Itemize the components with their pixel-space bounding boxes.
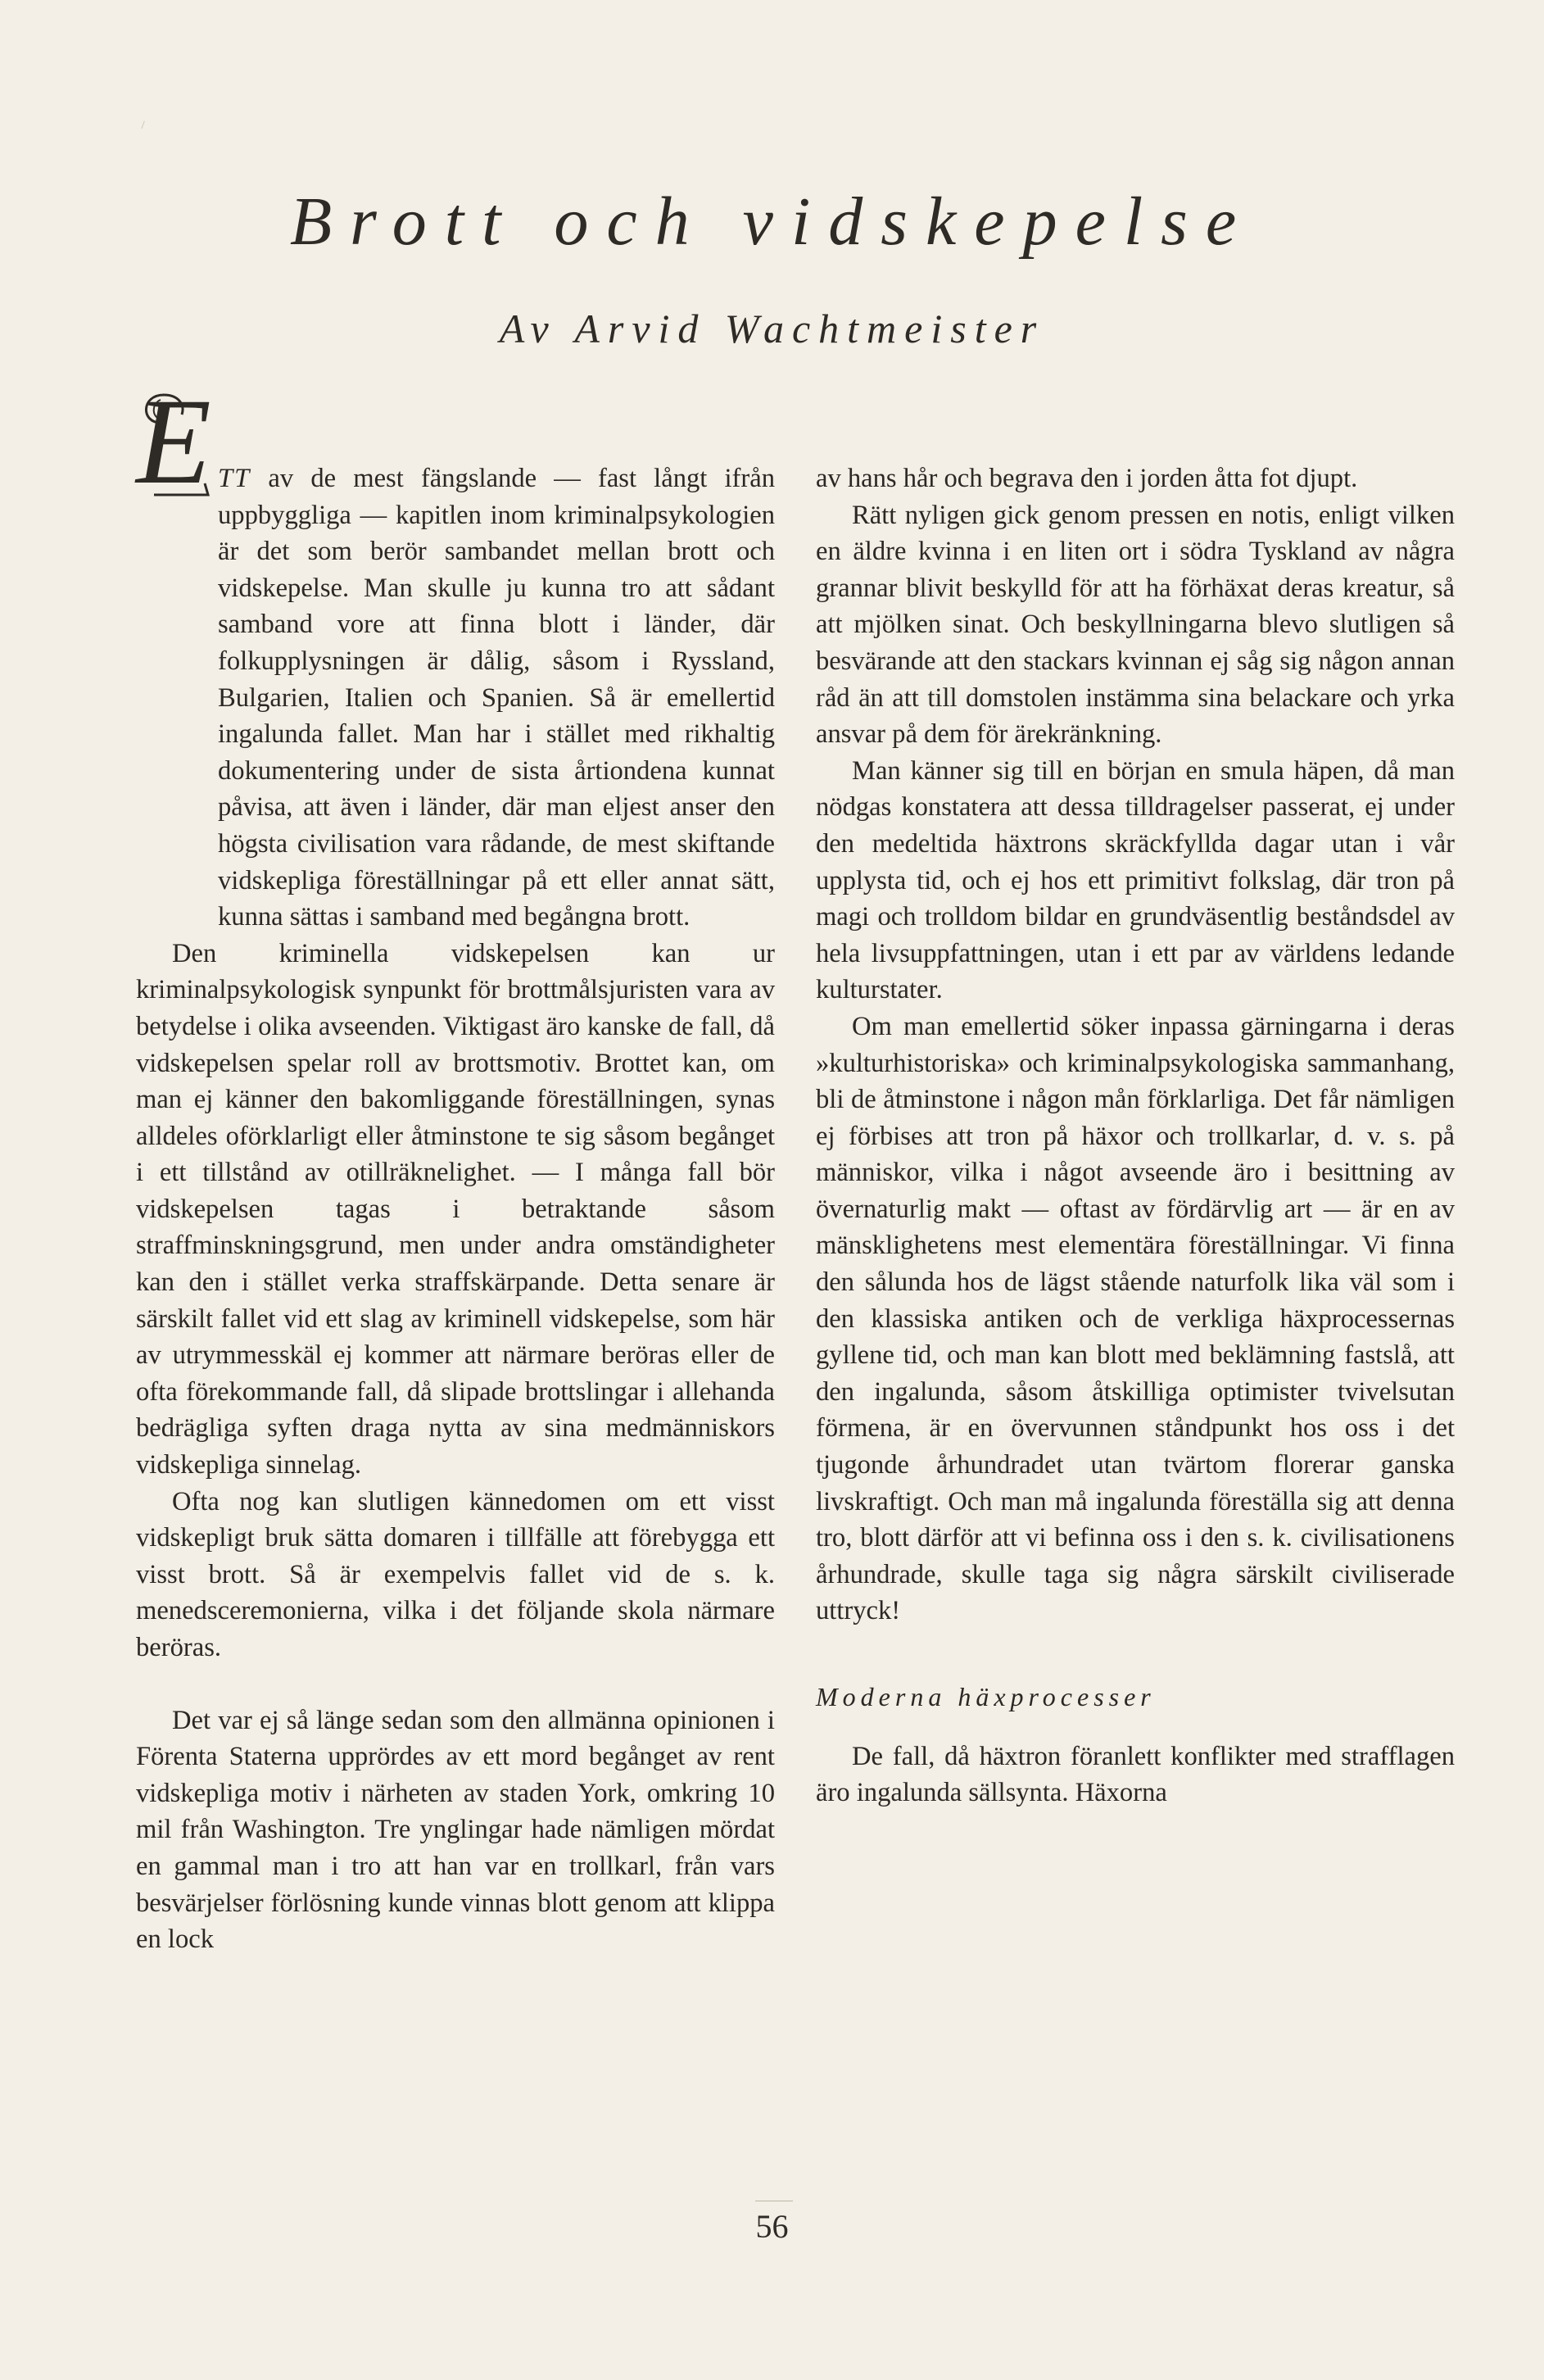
- paragraph-text: av de mest fängslande — fast långt ifrån uppbyggliga — kapitlen inom kriminalpsykologien är det som berör sambandet mellan brott och vidskepelse. Man skulle ju kunna tro att sådant samband vore att finna blott i länder, där folkupplysningen är dålig, såsom i Ryssland, Bulgarien, Italien och Spanien. Så är emellertid ingalunda fallet. Man har i stället med rikhaltig dokumentering under de sista årtiondena kunnat påvisa, att även i länder, där man eljest anser den högsta civilisation vara rådande, de mest skiftande vidskepliga föreställningar på ett eller annat sätt, kunna sättas i samband med begångna brott.: [218, 464, 775, 932]
- paragraph: Rätt nyligen gick genom pressen en notis, enligt vilken en äldre kvinna i en liten ort i södra Tyskland av några grannar blivit beskylld för att ha förhäxat deras kreatur, så att mjölken sinat. Och beskyllningarna blevo slutligen så besvärande att den stackars kvinnan ej såg sig någon annan råd än att till domstolen instämma sina belackare och yrka ansvar på dem för ärekränkning.: [816, 500, 1455, 750]
- paragraph: Den kriminella vidskepelsen kan ur kriminalpsykologisk synpunkt för brottmålsjuristen vara av betydelse i olika avseenden. Viktigast äro kanske de fall, då vidskepelsen spelar roll av brottsmotiv. Brottet kan, om man ej känner den bakomliggande föreställningen, synas alldeles oförklarligt eller åtminstone te sig såsom begånget i ett tillstånd av otillräknelighet. — I många fall bör vidskepelsen tagas i betraktande såsom straffminskningsgrund, men under andra omständigheter kan den i stället verka straffskärpande. Detta senare är särskilt fallet vid ett slag av kriminell vidskepelse, som här av utrymmesskäl ej kommer att närmare beröras eller de ofta förekommande fall, då slipade brottslingar i allehanda bedrägliga syften draga nytta av sina medmänniskors vidskepliga sinnelag.: [136, 938, 775, 1480]
- first-word-rest: TT: [218, 464, 251, 493]
- paragraph: De fall, då häxtron föranlett konflikter med strafflagen äro ingalunda sällsynta. Häxorna: [816, 1741, 1455, 1808]
- paragraph: Om man emellertid söker inpassa gärningarna i deras »kulturhistoriska» och kriminalpsykologiska sammanhang, bli de åtminstone i någon mån förklarliga. Det får nämligen ej förbises att tron på häxor och trollkarlar, d. v. s. på människor, vilka i något avseende äro i besittning av övernaturlig makt — oftast av fördärvlig art — är en av mänsklighetens mest elementära föreställningar. Vi finna den sålunda hos de lägst stående naturfolk lika väl som i den klassiska antiken och de verkliga häxprocessernas gyllene tid, och man kan blott med beklämning fastslå, att den ingalunda, såsom åtskilliga optimister tvivelsutan förmena, är en övervunnen ståndpunkt hos oss i det tjugonde århundradet utan tvärtom florerar ganska livskraftigt. Och man må ingalunda föreställa sig att denna tro, blott därför att vi befinna oss i den s. k. civilisationens århundrade, skulle taga sig några särskilt civiliserade uttryck!: [816, 1011, 1455, 1626]
- article-byline: Av Arvid Wachtmeister: [499, 306, 1045, 351]
- left-column: [136, 460, 775, 1958]
- paragraph: av hans hår och begrava den i jorden åtta fot djupt.: [816, 464, 1358, 493]
- section-heading: Moderna häxprocesser: [816, 1682, 1156, 1711]
- drop-cap-letter: E: [136, 374, 211, 510]
- paragraph: Det var ej så länge sedan som den allmänna opinionen i Förenta Staterna upprördes av ett mord begånget av rent vidskepliga motiv i närheten av staden York, omkring 10 mil från Washington. Tre ynglingar hade nämligen mördat en gammal man i tro att han var en trollkarl, från vars besvärjelser förlösning kunde vinnas blott genom att klippa en lock: [136, 1705, 775, 1955]
- paper-speck: [141, 120, 147, 129]
- page-number: 56: [755, 2208, 789, 2245]
- paragraph: [136, 460, 775, 936]
- paragraph: Man känner sig till en början en smula häpen, då man nödgas konstatera att dessa tilldragelser passerat, ej under den medeltida häxtrons skräckfyllda dagar utan i vår upplysta tid, och ej hos ett primitivt folkslag, där tron på magi och trolldom bildar en grundväsentlig beståndsdel av hela livsuppfattningen, utan i ett par av världens ledande kulturstater.: [816, 755, 1455, 1005]
- article-title: Brott och vidskepelse: [289, 184, 1255, 260]
- paragraph: Ofta nog kan slutligen kännedomen om ett visst vidskepligt bruk sätta domaren i tillfälle att förebygga ett visst brott. Så är exempelvis fallet vid de s. k. menedsceremonierna, vilka i det följande skola närmare beröras.: [136, 1486, 775, 1662]
- right-column: [816, 460, 1455, 1811]
